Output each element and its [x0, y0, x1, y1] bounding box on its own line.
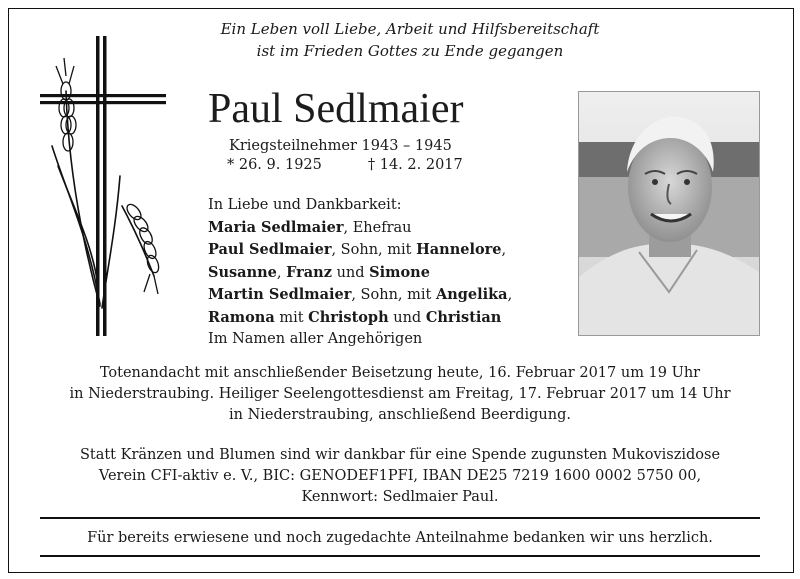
family-line — [208, 262, 512, 285]
service-line: in Niederstraubing, anschließend Beerdigung. — [229, 407, 571, 423]
service-line: in Niederstraubing. Heiliger Seelengottesdienst am Freitag, 17. Februar 2017 um 14 Uhr — [69, 386, 731, 402]
donation-line: Verein CFI-aktiv e. V., BIC: GENODEF1PFI, IBAN DE25 7219 1600 0002 5750 00, — [98, 468, 702, 484]
family-line — [208, 217, 512, 240]
family-intro: In Liebe und Dankbarkeit: — [208, 197, 402, 213]
family-member: Hannelore — [416, 241, 502, 258]
family-text: , — [501, 242, 507, 258]
family-member: Angelika — [435, 286, 508, 303]
service-line: Totenandacht mit anschließender Beisetzung heute, 16. Februar 2017 um 19 Uhr — [99, 365, 701, 381]
cross-with-wheat-icon — [38, 36, 168, 336]
family-line — [208, 307, 512, 330]
family-text: mit — [274, 309, 309, 326]
family-text: und — [388, 309, 426, 326]
family-member: Susanne — [208, 263, 277, 281]
family-member: Christoph — [308, 308, 389, 326]
family-member: Paul Sedlmaier — [208, 241, 332, 258]
donation-line: Statt Kränzen und Blumen sind wir dankbar für eine Spende zugunsten Mukoviszidose — [79, 447, 721, 463]
portrait-photo — [578, 91, 760, 336]
family-text: , Sohn, mit — [351, 287, 436, 303]
family-member: Simone — [369, 263, 430, 281]
family-closing: Im Namen aller Angehörigen — [208, 331, 423, 347]
thanks-text: Für bereits erwiesene und noch zugedachte Anteilnahme bedanken wir uns herzlich. — [87, 530, 713, 546]
deceased-subtitle: Kriegsteilnehmer 1943 – 1945 — [229, 138, 452, 154]
family-member: Maria Sedlmaier — [208, 218, 344, 236]
family-member: Franz — [286, 263, 332, 281]
family-member: Christian — [425, 308, 502, 326]
family-text: , — [507, 287, 513, 303]
donation-info — [20, 445, 780, 508]
divider-top — [40, 517, 760, 519]
deceased-name: Paul Sedlmaier — [208, 86, 464, 132]
family-line — [208, 284, 512, 307]
service-info — [20, 363, 780, 426]
family-text: , Sohn, mit — [331, 242, 417, 258]
motto-line: Ein Leben voll Liebe, Arbeit und Hilfsbereitschaft — [220, 20, 600, 38]
family-list — [208, 195, 512, 351]
birth-date: * 26. 9. 1925 — [227, 157, 322, 173]
family-text: und — [331, 264, 370, 281]
divider-bottom — [40, 555, 760, 557]
motto-line: ist im Frieden Gottes zu Ende gegangen — [256, 42, 564, 60]
life-dates — [227, 155, 463, 176]
donation-line: Kennwort: Sedlmaier Paul. — [301, 489, 499, 505]
family-text: , Ehefrau — [343, 219, 412, 236]
family-member: Martin Sedlmaier — [208, 286, 352, 303]
family-line — [208, 239, 512, 262]
motto — [175, 18, 645, 62]
family-member: Ramona — [208, 308, 275, 326]
family-text: , — [276, 264, 287, 281]
death-date: † 14. 2. 2017 — [367, 157, 463, 173]
